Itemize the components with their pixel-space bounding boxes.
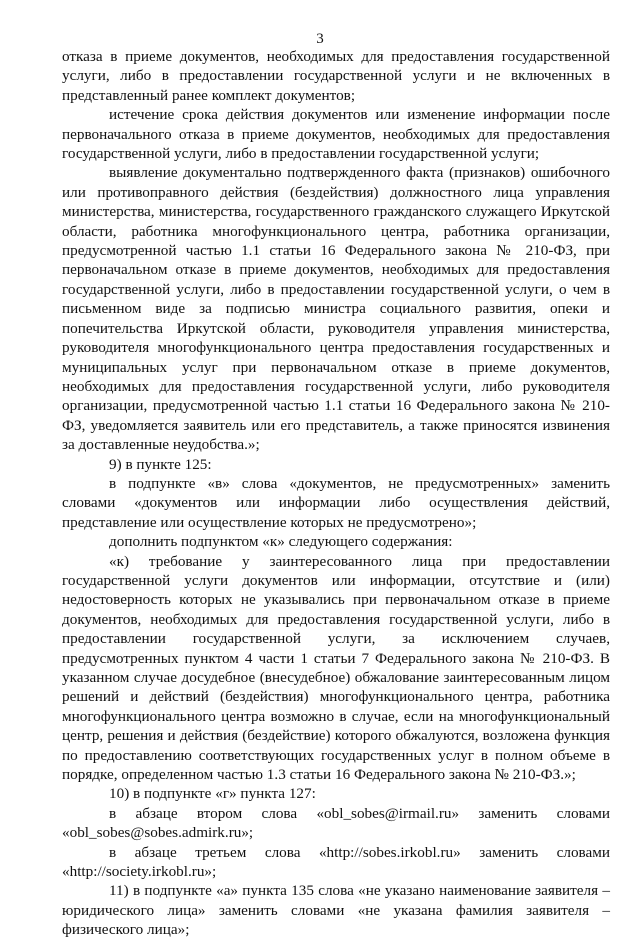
paragraph: отказа в приеме документов, необходимых для предоставления государственной услуги, либо в предоставлении государственной услуги и не включенных в представленный ранее комплект документов;: [62, 48, 610, 104]
paragraph: в абзаце втором слова «obl_sobes@irmail.ru» заменить словами «obl_sobes@sobes.admirk.ru»;: [62, 804, 610, 842]
document-body: [62, 47, 610, 940]
paragraph: истечение срока действия документов или изменение информации после первоначального отказа в приеме документов, необходимых для предоставления государственной услуги, либо в предоставлении государственной услуги;: [62, 106, 610, 163]
paragraph: в подпункте «в» слова «документов, не предусмотренных» заменить словами «документов или информации либо осуществления действий, представление или осуществление которых не предусмотрено»;: [62, 474, 610, 531]
paragraph-item-10: 10) в подпункте «г» пункта 127:: [109, 785, 316, 803]
paragraph: выявление документально подтвержденного факта (признаков) ошибочного или противоправного действия (бездействия) должностного лица управления министерства, министерства, государственного гражданского служащего Иркутской области, работника многофункционального центра, работника организации, предусмотренной частью 1.1 статьи 16 Федерального закона № 210-ФЗ, при первоначальном отказе в приеме документов, необходимых для предоставления государственной услуги, либо в предоставлении государственной услуги, о чем в письменном виде за подписью министра социального развития, опеки и попечительства Иркутской области, руководителя управления министерства, руководителя многофункционального центра предоставления государственных и муниципальных услуг при первоначальном отказе в приеме документов, необходимых для предоставления государственной услуги, либо руководителя организации, предусмотренной частью 1.1 статьи 16 Федерального закона № 210-ФЗ, уведомляется заявитель или его представитель, а также приносятся извинения за доставленные неудобства.»;: [62, 164, 610, 454]
page-number: 3: [316, 31, 324, 47]
paragraph-subitem-k: «к) требование у заинтересованного лица при предоставлении государственной услуги документов или информации, отсутствие и (или) недостоверность которых не указывались при первоначальном отказе в приеме документов, необходимых для предоставления государственной услуги, либо в предоставлении государственной услуги, за исключением случаев, предусмотренных пунктом 4 части 1 статьи 7 Федерального закона № 210-ФЗ. В указанном случае досудебное (внесудебное) обжалование заинтересованным лицом решений и действий (бездействия) многофункционального центра, работника многофункционального центра возможно в случае, если на многофункциональный центр, решения и действия (бездействие) которого обжалуются, возложена функция по предоставлению соответствующих государственных услуг в полном объеме в порядке, определенном частью 1.3 статьи 16 Федерального закона № 210-ФЗ.»;: [62, 552, 610, 784]
paragraph-item-9: 9) в пункте 125:: [109, 455, 212, 473]
paragraph: в абзаце третьем слова «http://sobes.irkobl.ru» заменить словами «http://society.irkobl.ru»;: [62, 843, 610, 881]
paragraph: дополнить подпунктом «к» следующего содержания:: [109, 533, 453, 551]
paragraph-item-11: 11) в подпункте «а» пункта 135 слова «не указано наименование заявителя – юридического лица» заменить словами «не указана фамилия заявителя – физического лица»;: [62, 882, 610, 939]
